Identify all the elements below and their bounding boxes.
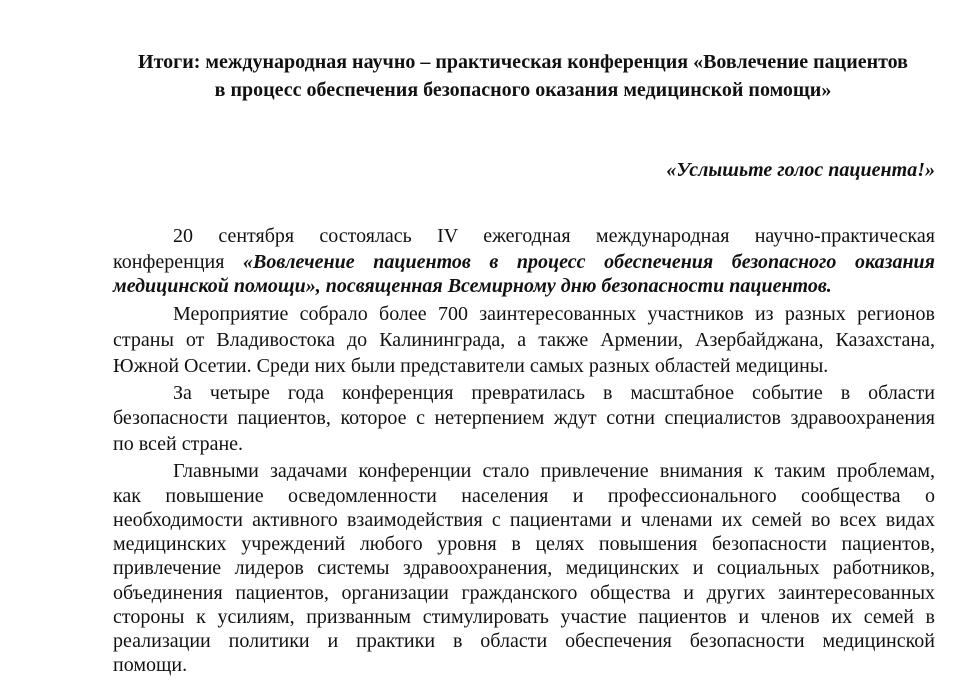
- paragraph-4-line-8: реализации политики и практики в области обеспечения безопасности медицинской: [113, 630, 935, 652]
- paragraph-2-line-1: Мероприятие собрало более 700 заинтересованных участников из разных регионов: [173, 303, 935, 325]
- paragraph-3-line-2: безопасности пациентов, которое с нетерпением ждут сотни специалистов здравоохранения: [113, 407, 935, 429]
- paragraph-4-line-9: помощи.: [113, 654, 188, 676]
- paragraph-3-line-3: по всей стране.: [113, 433, 244, 455]
- paragraph-3-line-1: За четыре года конференция превратилась в масштабное событие в области: [173, 382, 935, 404]
- document-title-line-1: Итоги: международная научно – практическая конференция «Вовлечение пациентов: [138, 51, 908, 73]
- epigraph: «Услышьте голос пациента!»: [666, 159, 935, 181]
- paragraph-4-line-3: необходимости активного взаимодействия с пациентами и членами их семей во всех видах: [113, 509, 935, 531]
- paragraph-4-line-6: объединения пациентов, организации гражданского общества и других заинтересованных: [113, 582, 935, 604]
- document-title-line-2: в процесс обеспечения безопасного оказания медицинской помощи»: [214, 79, 832, 101]
- paragraph-1-line-1: 20 сентября состоялась IV ежегодная международная научно-практическая: [173, 225, 935, 247]
- paragraph-1-line-2-plain: конференция: [113, 251, 244, 273]
- paragraph-2-line-3: Южной Осетии. Среди них были представители самых разных областей медицины.: [113, 355, 829, 377]
- paragraph-4-line-2: как повышение осведомленности населения и профессионального сообщества о: [113, 485, 935, 507]
- paragraph-1-line-2: [113, 250, 935, 274]
- paragraph-1-emphasis-start: «Вовлечение пациентов в процесс обеспечения безопасного оказания: [243, 251, 935, 273]
- paragraph-4-line-5: привлечение лидеров системы здравоохранения, медицинских и социальных работников,: [113, 557, 935, 579]
- paragraph-4-line-7: стороны к усилиям, призванным стимулировать участие пациентов и членов их семей в: [113, 606, 935, 628]
- paragraph-2-line-2: страны от Владивостока до Калининграда, а также Армении, Азербайджана, Казахстана,: [113, 329, 935, 351]
- paragraph-1-line-3: медицинской помощи», посвященная Всемирному дню безопасности пациентов.: [113, 275, 832, 297]
- paragraph-4-line-4: медицинских учреждений любого уровня в целях повышения безопасности пациентов,: [113, 533, 935, 555]
- paragraph-4-line-1: Главными задачами конференции стало привлечение внимания к таким проблемам,: [173, 460, 935, 482]
